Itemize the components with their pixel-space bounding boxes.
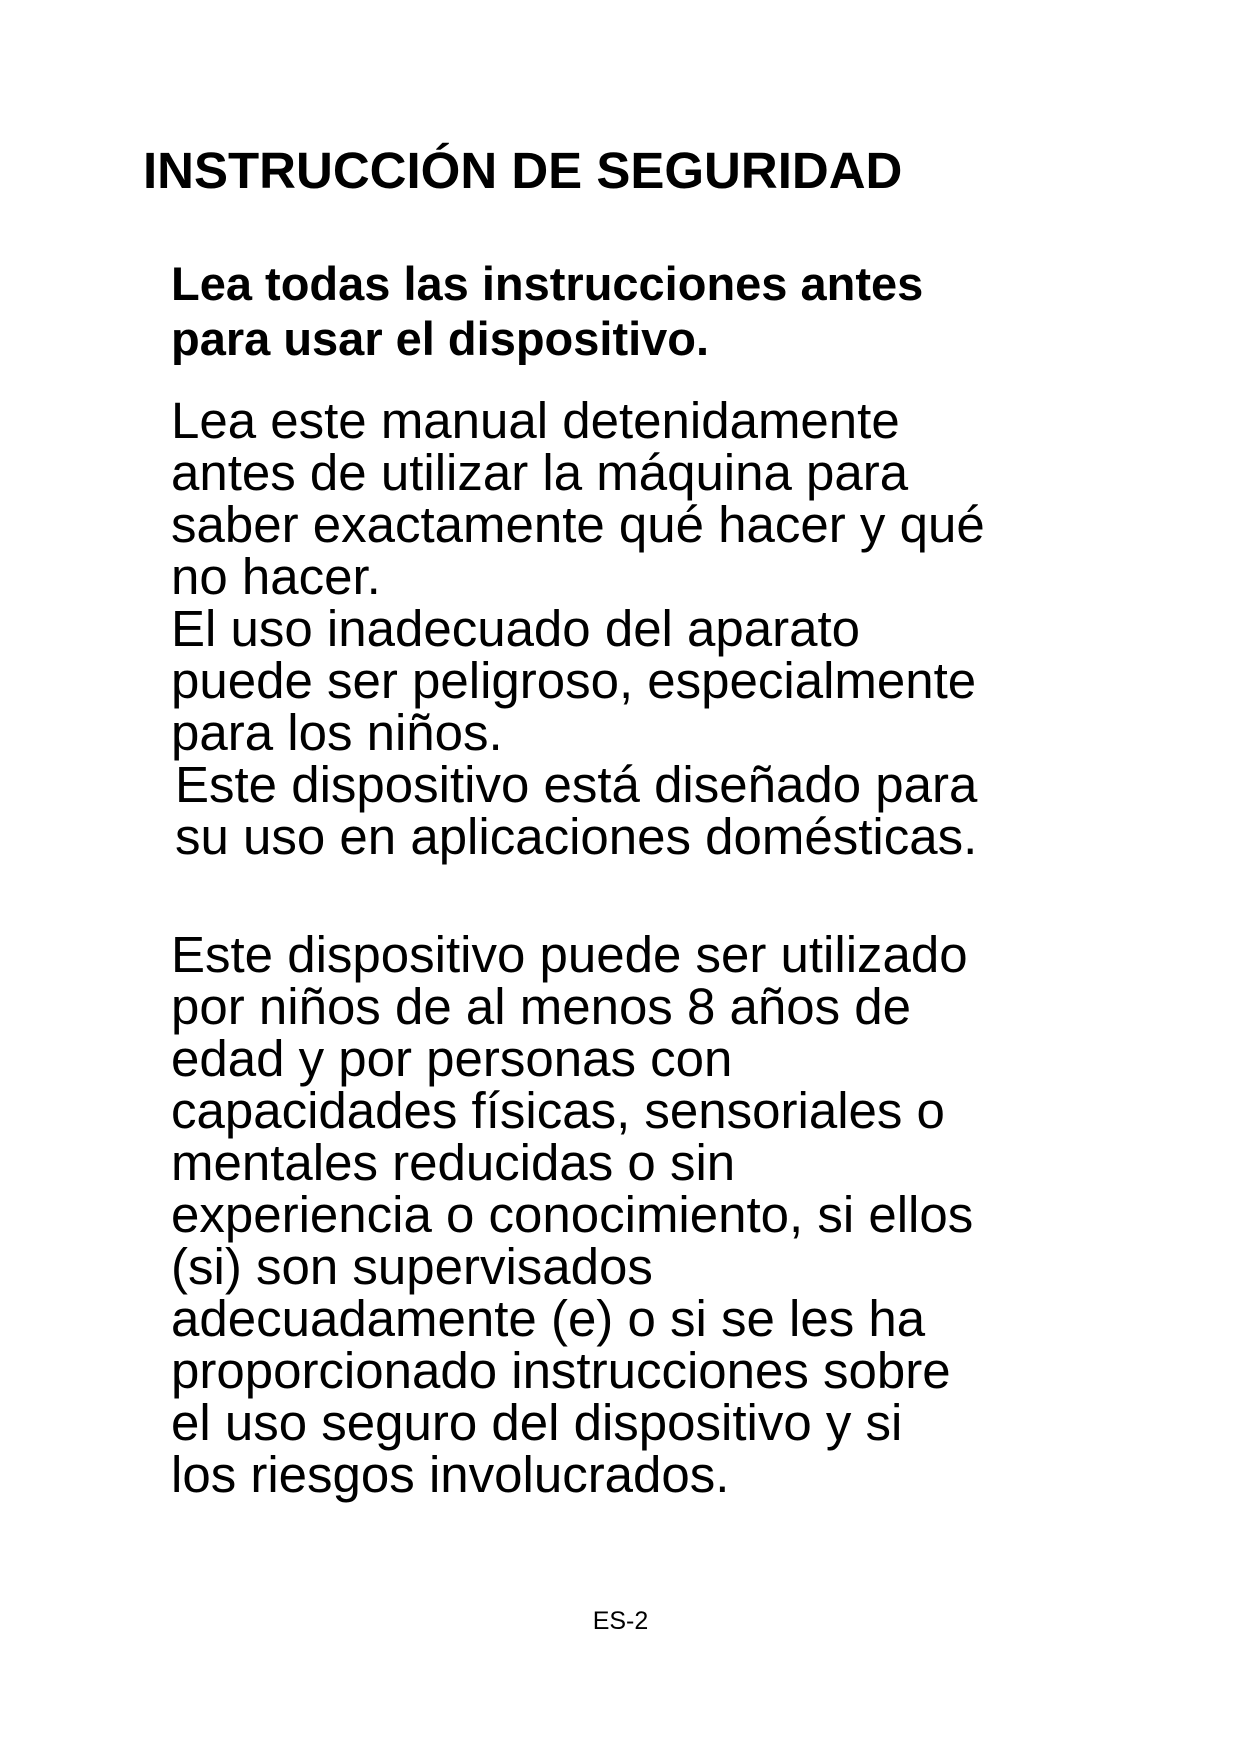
text-line: el uso seguro del dispositivo y si <box>171 1394 903 1451</box>
text-line: saber exactamente qué hacer y qué <box>171 496 985 553</box>
page-number: ES-2 <box>592 1607 649 1635</box>
text-line: adecuadamente (e) o si se les ha <box>171 1290 926 1347</box>
paragraph-usage-warning <box>171 392 1121 865</box>
page-title: INSTRUCCIÓN DE SEGURIDAD <box>143 142 903 199</box>
text-line: los riesgos involucrados. <box>171 1446 730 1503</box>
text-line: Lea este manual detenidamente <box>171 392 900 449</box>
text-line: El uso inadecuado del aparato <box>171 600 861 657</box>
text-line: no hacer. <box>171 548 381 605</box>
text-line: experiencia o conocimiento, si ellos <box>171 1186 974 1243</box>
paragraph-supervision <box>171 926 1121 1503</box>
text-line: por niños de al menos 8 años de <box>171 978 911 1035</box>
text-line: puede ser peligroso, especialmente <box>171 652 977 709</box>
text-line: Este dispositivo puede ser utilizado <box>171 926 968 983</box>
text-line: para los niños. <box>171 704 503 761</box>
text-line: proporcionado instrucciones sobre <box>171 1342 951 1399</box>
subtitle <box>171 256 1111 366</box>
text-line: edad y por personas con <box>171 1030 733 1087</box>
text-line: mentales reducidas o sin <box>171 1134 736 1191</box>
subtitle-line: para usar el dispositivo. <box>171 312 710 365</box>
text-line: Este dispositivo está diseñado para <box>175 756 978 813</box>
text-line: su uso en aplicaciones domésticas. <box>175 808 978 865</box>
text-line: (si) son supervisados <box>171 1238 653 1295</box>
text-line: capacidades físicas, sensoriales o <box>171 1082 945 1139</box>
text-line: antes de utilizar la máquina para <box>171 444 909 501</box>
subtitle-line: Lea todas las instrucciones antes <box>171 257 924 310</box>
